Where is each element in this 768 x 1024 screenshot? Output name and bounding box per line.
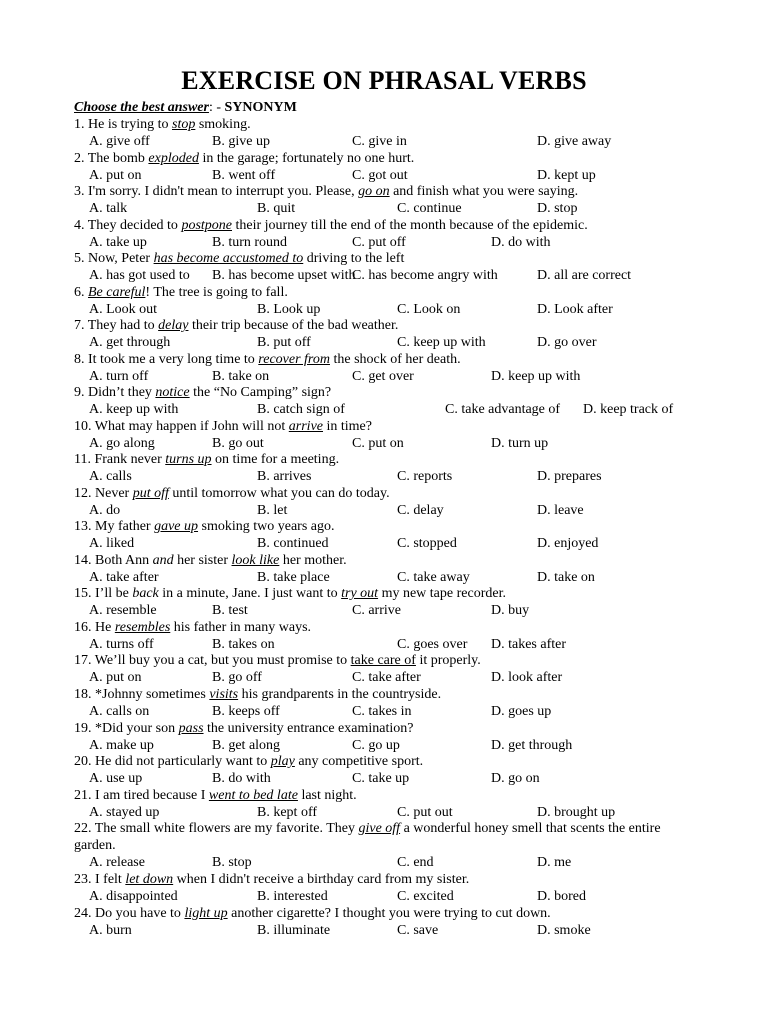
question-stem: [74, 117, 694, 134]
answer-option[interactable]: B. interested: [257, 889, 328, 904]
answer-option[interactable]: D. go over: [537, 335, 597, 350]
question-number: 5.: [74, 251, 85, 266]
question-text: driving to the left: [303, 251, 405, 266]
question-text: I’ll be: [95, 586, 133, 601]
answer-option[interactable]: A. go along: [89, 436, 155, 451]
key-phrase: pass: [178, 721, 204, 736]
answer-option[interactable]: C. Look on: [397, 302, 461, 317]
answer-option[interactable]: C. take up: [352, 771, 410, 786]
question-number: 2.: [74, 151, 85, 166]
answer-option[interactable]: A. liked: [89, 536, 135, 551]
question-number: 1.: [74, 117, 85, 132]
answer-option[interactable]: A. release: [89, 855, 145, 870]
answer-option[interactable]: C. excited: [397, 889, 454, 904]
answer-option[interactable]: B. illuminate: [257, 923, 331, 938]
answer-option[interactable]: D. smoke: [537, 923, 591, 938]
question-text: in time?: [323, 419, 372, 434]
question-text: Now, Peter: [88, 251, 154, 266]
key-phrase: stop: [172, 117, 196, 132]
question-number: 12.: [74, 486, 92, 501]
instruction-kind: SYNONYM: [224, 100, 297, 115]
answer-option[interactable]: B. Look up: [257, 302, 321, 317]
answer-option[interactable]: A. calls: [89, 469, 132, 484]
answer-option[interactable]: D. takes after: [491, 637, 567, 652]
question-number: 20.: [74, 754, 92, 769]
question-stem: [74, 620, 694, 637]
question-number: 13.: [74, 519, 92, 534]
question-text: Do you have to: [95, 906, 185, 921]
answer-option[interactable]: C. put out: [397, 805, 453, 820]
question-text: her mother.: [279, 553, 347, 568]
emphasized-word: back: [132, 586, 159, 601]
answer-option[interactable]: B. arrives: [257, 469, 312, 484]
answer-option[interactable]: A. put on: [89, 168, 142, 183]
question-stem: [74, 872, 694, 889]
answer-option[interactable]: C. got out: [352, 168, 408, 183]
answer-option[interactable]: C. take advantage of: [445, 402, 561, 417]
question-text: the university entrance examination?: [203, 721, 414, 736]
question-stem: [74, 151, 694, 168]
answer-option[interactable]: C. keep up with: [397, 335, 486, 350]
question-text: his father in many ways.: [170, 620, 312, 635]
answer-option[interactable]: C. get over: [352, 369, 414, 384]
question-text: He did not particularly want to: [95, 754, 271, 769]
answer-option[interactable]: D. enjoyed: [537, 536, 599, 551]
question-text: last night.: [297, 788, 357, 803]
answer-option[interactable]: C. put off: [352, 235, 406, 250]
answer-option[interactable]: A. put on: [89, 670, 142, 685]
question-number: 23.: [74, 872, 92, 887]
question-stem: [74, 721, 694, 738]
answer-option[interactable]: D. prepares: [537, 469, 602, 484]
answer-option[interactable]: A. use up: [89, 771, 143, 786]
instruction-separator: : -: [208, 100, 225, 115]
answer-option[interactable]: C. end: [397, 855, 434, 870]
question-text: Frank never: [94, 452, 166, 467]
answer-option[interactable]: B. take place: [257, 570, 330, 585]
key-phrase: try out: [341, 586, 379, 601]
question-stem: [74, 788, 694, 805]
question-stem: [74, 586, 694, 603]
key-phrase: look like: [231, 553, 280, 568]
answer-option[interactable]: C. save: [397, 923, 439, 938]
key-phrase: postpone: [181, 218, 232, 233]
answer-option[interactable]: D. keep track of: [583, 402, 674, 417]
question-stem: [74, 653, 694, 670]
answer-option[interactable]: A. turn off: [89, 369, 149, 384]
question-stem: [74, 821, 694, 855]
instruction-line: [74, 99, 297, 116]
question-text: *Johnny sometimes: [95, 687, 210, 702]
key-phrase: exploded: [148, 151, 199, 166]
question-text: *Did your son: [95, 721, 179, 736]
answer-option[interactable]: A. stayed up: [89, 805, 160, 820]
answer-option[interactable]: D. look after: [491, 670, 563, 685]
answer-option[interactable]: A. talk: [89, 201, 128, 216]
question-number: 21.: [74, 788, 92, 803]
question-text: the shock of her death.: [329, 352, 461, 367]
question-text: in the garage; fortunately no one hurt.: [198, 151, 415, 166]
answer-option[interactable]: C. put on: [352, 436, 404, 451]
question-text: her sister: [173, 553, 232, 568]
answer-option[interactable]: A. get through: [89, 335, 171, 350]
question-text: any competitive sport.: [294, 754, 424, 769]
question-stem: [74, 385, 694, 402]
answer-option[interactable]: C. reports: [397, 469, 453, 484]
answer-option[interactable]: A. take up: [89, 235, 147, 250]
answer-option[interactable]: B. quit: [257, 201, 296, 216]
question-number: 22.: [74, 821, 92, 836]
answer-option[interactable]: D. keep up with: [491, 369, 581, 384]
question-text: in a minute, Jane. I just want to: [158, 586, 342, 601]
question-number: 7.: [74, 318, 85, 333]
answer-option[interactable]: A. do: [89, 503, 121, 518]
answer-option[interactable]: A. calls on: [89, 704, 150, 719]
key-phrase: put off: [132, 486, 169, 501]
question-number: 19.: [74, 721, 92, 736]
question-text: I'm sorry. I didn't mean to interrupt you. Please,: [88, 184, 359, 199]
key-phrase: arrive: [288, 419, 323, 434]
question-text: a wonderful honey smell that scents the entire garden.: [74, 821, 661, 853]
answer-option[interactable]: D. buy: [491, 603, 530, 618]
question-stem: [74, 486, 694, 503]
question-number: 24.: [74, 906, 92, 921]
answer-option[interactable]: A. has got used to: [89, 268, 190, 283]
key-phrase: go on: [358, 184, 390, 199]
answer-option[interactable]: C. take after: [352, 670, 421, 685]
answer-option[interactable]: D. go on: [491, 771, 540, 786]
answer-option[interactable]: D. all are correct: [537, 268, 632, 283]
answer-option[interactable]: C. takes in: [352, 704, 412, 719]
answer-option[interactable]: B. let: [257, 503, 288, 518]
key-phrase: recover from: [258, 352, 330, 367]
answer-option[interactable]: B. give up: [212, 134, 270, 149]
answer-option[interactable]: B. kept off: [257, 805, 318, 820]
answer-option[interactable]: D. do with: [491, 235, 551, 250]
question-number: 17.: [74, 653, 92, 668]
answer-option[interactable]: C. arrive: [352, 603, 401, 618]
question-text: on time for a meeting.: [211, 452, 340, 467]
answer-option[interactable]: D. turn up: [491, 436, 549, 451]
question-text: it properly.: [415, 653, 481, 668]
answer-option[interactable]: A. disappointed: [89, 889, 178, 904]
answer-option[interactable]: B. went off: [212, 168, 276, 183]
question-text: until tomorrow what you can do today.: [168, 486, 390, 501]
answer-option[interactable]: D. me: [537, 855, 572, 870]
answer-option[interactable]: B. get along: [212, 738, 281, 753]
question-text: his grandparents in the countryside.: [238, 687, 442, 702]
question-number: 4.: [74, 218, 85, 233]
answer-option[interactable]: A. give off: [89, 134, 150, 149]
question-text: My father: [95, 519, 155, 534]
key-phrase: give off: [358, 821, 401, 836]
question-text: smoking two years ago.: [198, 519, 335, 534]
key-phrase: take care of: [350, 653, 416, 668]
answer-option[interactable]: B. stop: [212, 855, 252, 870]
answer-option[interactable]: D. kept up: [537, 168, 596, 183]
key-phrase: notice: [155, 385, 190, 400]
answer-option[interactable]: A. make up: [89, 738, 154, 753]
key-phrase: gave up: [154, 519, 199, 534]
answer-option[interactable]: B. turn round: [212, 235, 288, 250]
answer-option[interactable]: B. keeps off: [212, 704, 280, 719]
question-text: when I didn't receive a birthday card from my sister.: [173, 872, 470, 887]
question-stem: [74, 318, 694, 335]
question-text: What may happen if John will not: [94, 419, 289, 434]
answer-option[interactable]: C. take away: [397, 570, 470, 585]
question-stem: [74, 184, 694, 201]
question-text: The bomb: [87, 151, 149, 166]
key-phrase: resembles: [114, 620, 171, 635]
question-stem: [74, 352, 694, 369]
answer-option[interactable]: A. burn: [89, 923, 132, 938]
key-phrase: play: [270, 754, 295, 769]
question-number: 8.: [74, 352, 85, 367]
answer-option[interactable]: C. delay: [397, 503, 444, 518]
answer-option[interactable]: D. goes up: [491, 704, 552, 719]
key-phrase: visits: [209, 687, 239, 702]
answer-option[interactable]: B. continued: [257, 536, 329, 551]
answer-option[interactable]: A. take after: [89, 570, 159, 585]
answer-option[interactable]: B. take on: [212, 369, 270, 384]
question-number: 16.: [74, 620, 92, 635]
instruction-text: Choose the best answer: [74, 100, 209, 115]
answer-option[interactable]: B. go off: [212, 670, 262, 685]
answer-option[interactable]: D. Look after: [537, 302, 613, 317]
answer-option[interactable]: B. go out: [212, 436, 264, 451]
question-stem: [74, 906, 694, 923]
question-text: and finish what you were saying.: [389, 184, 579, 199]
answer-option[interactable]: D. brought up: [537, 805, 616, 820]
question-text: He is trying to: [88, 117, 172, 132]
question-text: It took me a very long time to: [88, 352, 259, 367]
answer-option[interactable]: A. keep up with: [89, 402, 179, 417]
answer-option[interactable]: C. has become angry with: [352, 268, 498, 283]
answer-option[interactable]: D. stop: [537, 201, 578, 216]
question-stem: [74, 687, 694, 704]
question-number: 11.: [74, 452, 91, 467]
key-phrase: Be careful: [88, 285, 146, 300]
question-stem: [74, 218, 694, 235]
answer-option[interactable]: B. put off: [257, 335, 311, 350]
answer-option[interactable]: D. get through: [491, 738, 573, 753]
answer-option[interactable]: A. turns off: [89, 637, 154, 652]
answer-option[interactable]: A. Look out: [89, 302, 158, 317]
question-stem: [74, 419, 694, 436]
key-phrase: light up: [184, 906, 228, 921]
question-stem: [74, 251, 694, 268]
answer-option[interactable]: D. take on: [537, 570, 595, 585]
question-text: I felt: [95, 872, 126, 887]
question-number: 15.: [74, 586, 92, 601]
question-text: Didn’t they: [88, 385, 156, 400]
question-text: ! The tree is going to fall.: [145, 285, 288, 300]
answer-option[interactable]: B. catch sign of: [257, 402, 345, 417]
answer-option[interactable]: B. has become upset with: [212, 268, 356, 283]
answer-option[interactable]: C. go up: [352, 738, 400, 753]
answer-option[interactable]: C. continue: [397, 201, 462, 216]
question-text: The small white flowers are my favorite. They: [94, 821, 359, 836]
page-title: EXERCISE ON PHRASAL VERBS: [181, 66, 587, 95]
question-stem: [74, 754, 694, 771]
question-text: their trip because of the bad weather.: [188, 318, 399, 333]
question-number: 18.: [74, 687, 92, 702]
answer-option[interactable]: D. leave: [537, 503, 584, 518]
answer-option[interactable]: C. goes over: [397, 637, 468, 652]
question-text: my new tape recorder.: [378, 586, 506, 601]
key-phrase: went to bed late: [208, 788, 298, 803]
answer-option[interactable]: D. give away: [537, 134, 612, 149]
key-phrase: turns up: [165, 452, 212, 467]
answer-option[interactable]: C. stopped: [397, 536, 457, 551]
question-number: 10.: [74, 419, 92, 434]
answer-option[interactable]: D. bored: [537, 889, 586, 904]
answer-option[interactable]: A. resemble: [89, 603, 157, 618]
question-text: the “No Camping” sign?: [189, 385, 332, 400]
question-number: 9.: [74, 385, 85, 400]
question-text: their journey till the end of the month because of the epidemic.: [232, 218, 588, 233]
question-text: They decided to: [87, 218, 182, 233]
question-stem: [74, 519, 694, 536]
key-phrase: has become accustomed to: [153, 251, 304, 266]
answer-option[interactable]: C. give in: [352, 134, 407, 149]
question-text: I am tired because I: [95, 788, 209, 803]
answer-option[interactable]: B. takes on: [212, 637, 275, 652]
key-phrase: delay: [158, 318, 189, 333]
question-number: 6.: [74, 285, 85, 300]
question-text: Never: [95, 486, 133, 501]
answer-option[interactable]: B. do with: [212, 771, 271, 786]
question-text: Both Ann: [95, 553, 153, 568]
question-number: 14.: [74, 553, 92, 568]
question-text: smoking.: [195, 117, 251, 132]
question-text: He: [95, 620, 115, 635]
question-stem: [74, 452, 694, 469]
question-stem: [74, 285, 694, 302]
emphasized-word: and: [152, 553, 174, 568]
question-stem: [74, 553, 694, 570]
question-number: 3.: [74, 184, 85, 199]
question-text: We’ll buy you a cat, but you must promise to: [94, 653, 351, 668]
key-phrase: let down: [125, 872, 174, 887]
answer-option[interactable]: B. test: [212, 603, 248, 618]
question-text: They had to: [87, 318, 159, 333]
question-text: another cigarette? I thought you were trying to cut down.: [227, 906, 551, 921]
